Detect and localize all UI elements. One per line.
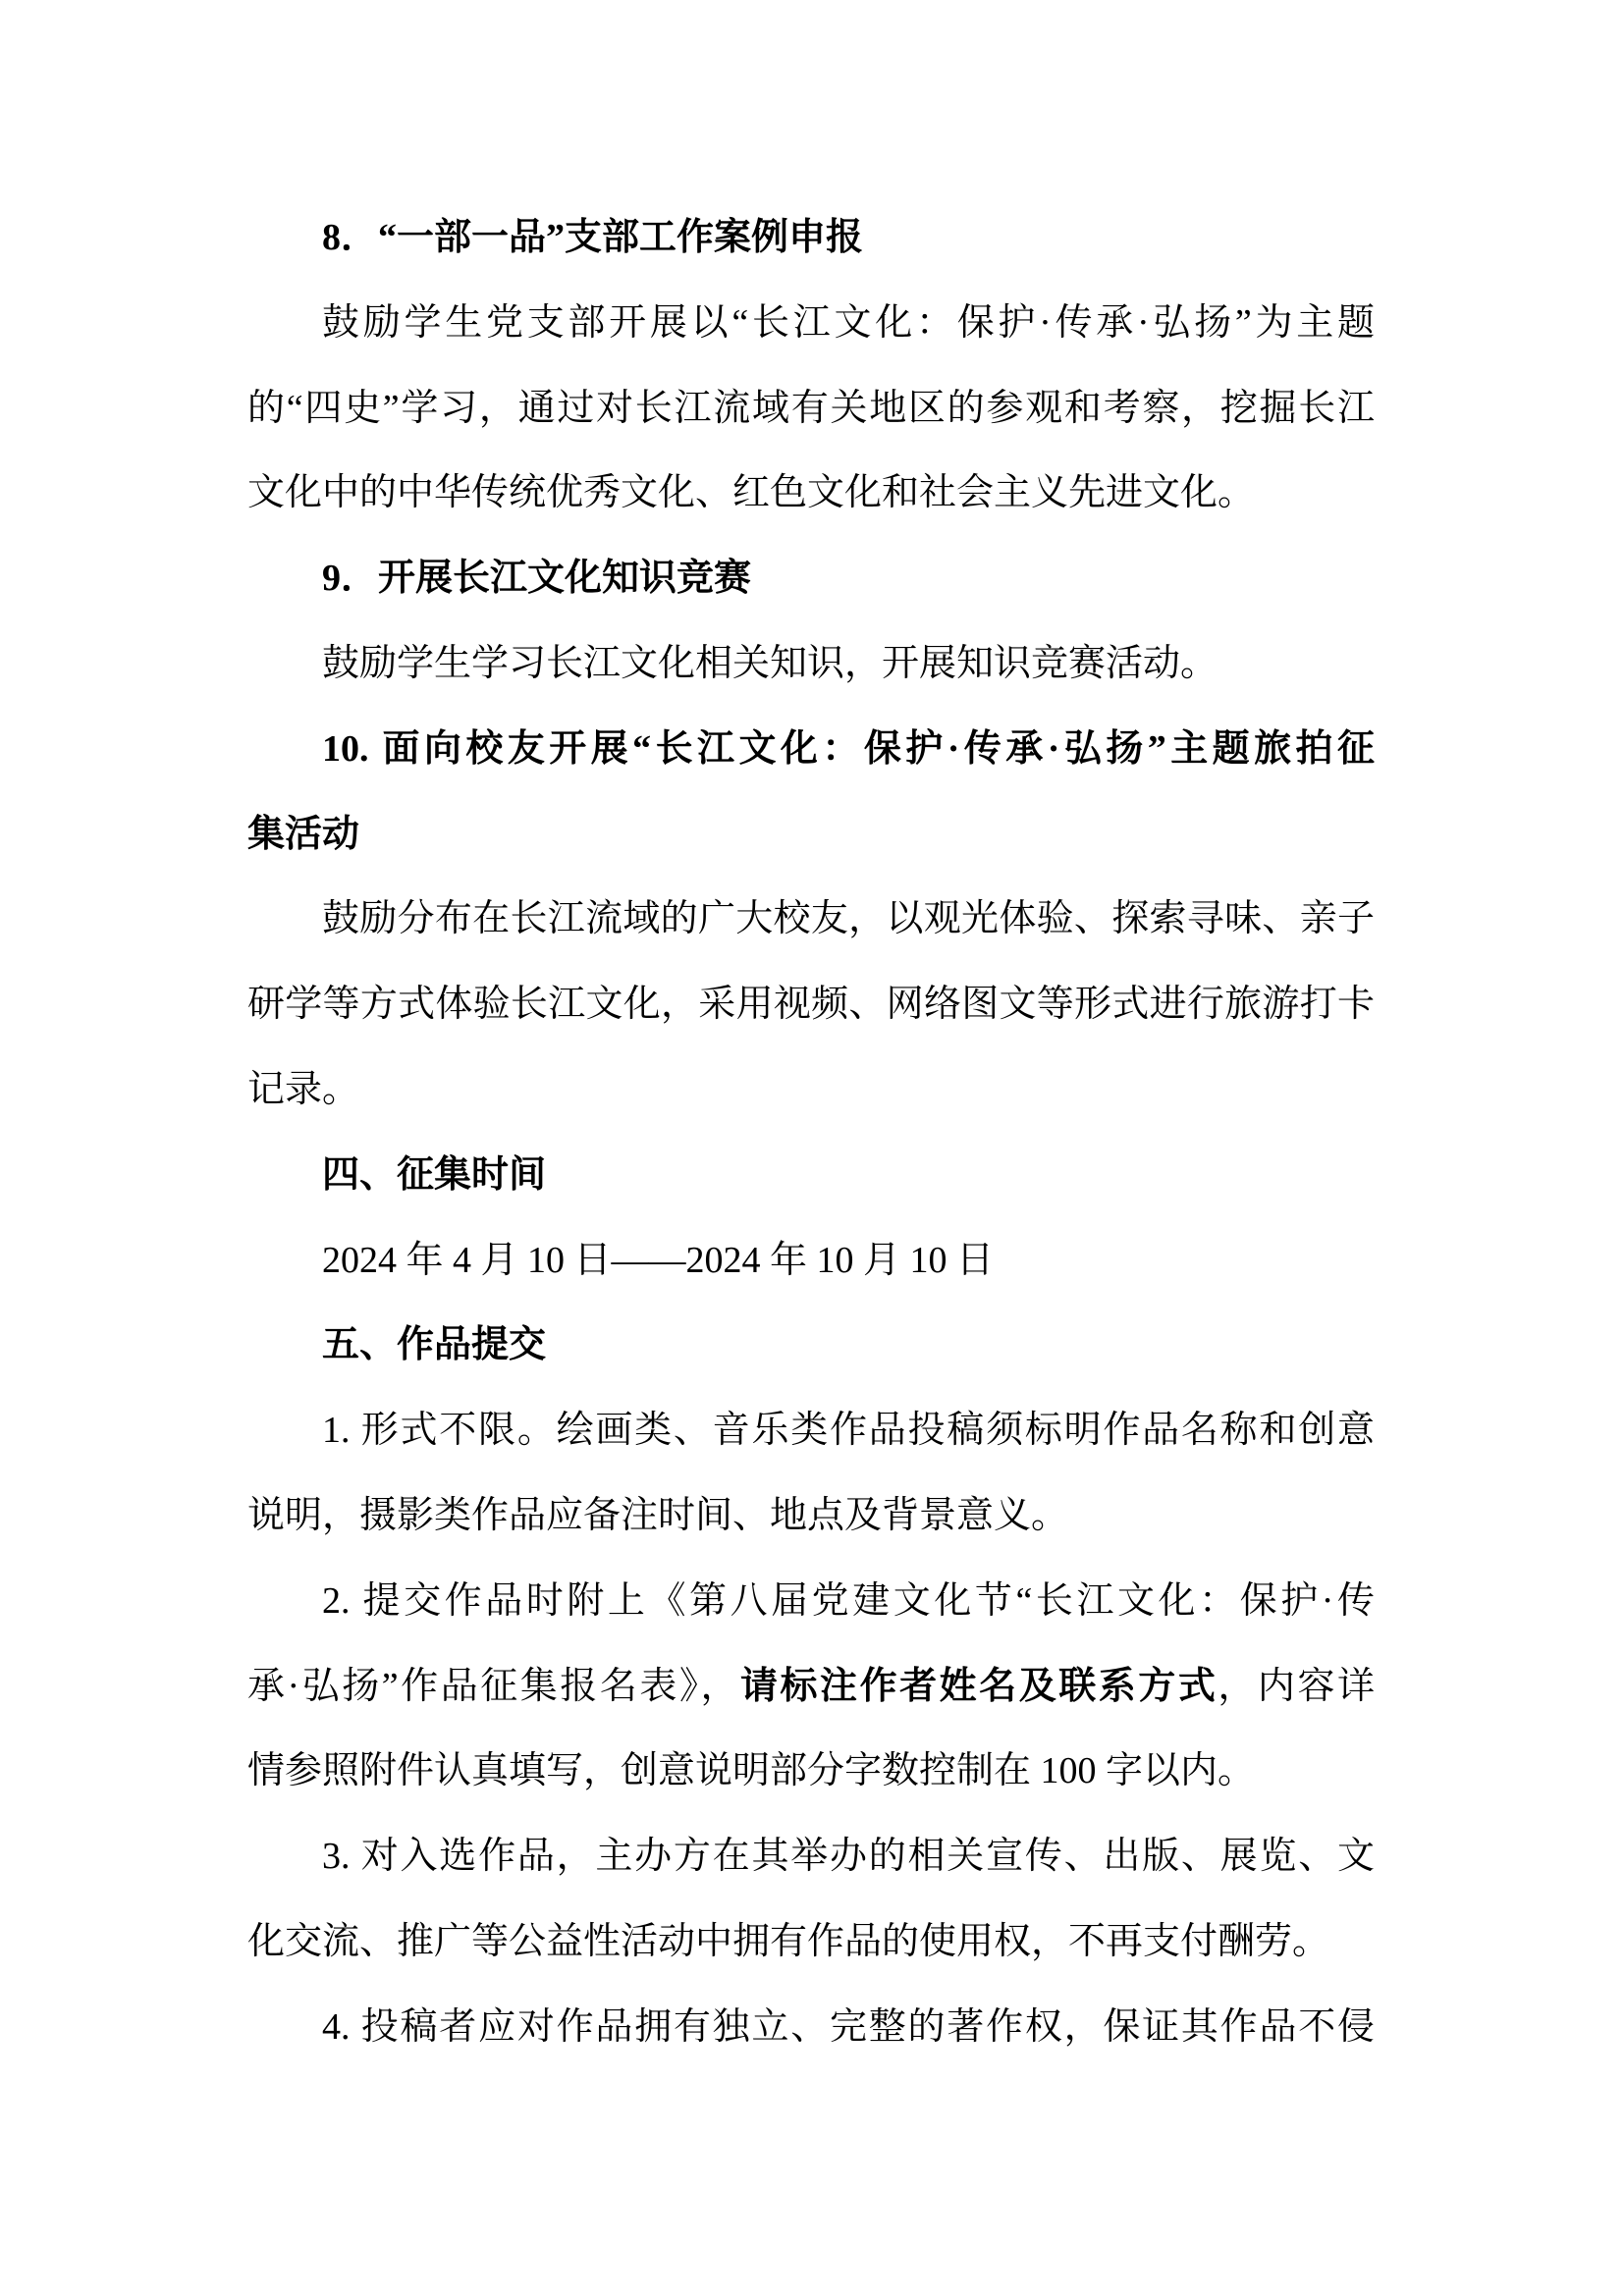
paragraph-line: 1. 形式不限。绘画类、音乐类作品投稿须标明作品名称和创意 (322, 1410, 1375, 1452)
paragraph-line: 4. 投稿者应对作品拥有独立、完整的著作权，保证其作品不侵 (322, 2005, 1375, 2048)
paragraph-line: 文化中的中华传统优秀文化、红色文化和社会主义先进文化。 (247, 472, 1256, 514)
paragraph-line: 化交流、推广等公益性活动中拥有作品的使用权，不再支付酬劳。 (247, 1920, 1330, 1962)
heading-section-5: 五、作品提交 (322, 1324, 547, 1366)
paragraph-line: 3. 对入选作品，主办方在其举办的相关宣传、出版、展览、文 (322, 1836, 1375, 1878)
heading-item-10-continued: 集活动 (247, 813, 360, 855)
heading-item-10: 10. 面向校友开展“长江文化：保护·传承·弘扬”主题旅拍征 (322, 727, 1375, 770)
paragraph-line: 承·弘扬”作品征集报名表》，请标注作者姓名及联系方式，内容详 (247, 1665, 1375, 1707)
document-body (247, 195, 1375, 2070)
heading-item-9: 9．开展长江文化知识竞赛 (322, 558, 752, 600)
heading-section-4: 四、征集时间 (322, 1153, 547, 1196)
paragraph-line: 说明，摄影类作品应备注时间、地点及背景意义。 (247, 1494, 1069, 1536)
heading-item-8: 8．“一部一品”支部工作案例申报 (322, 217, 864, 258)
paragraph-line: 的“四史”学习，通过对长江流域有关地区的参观和考察，挖掘长江 (247, 387, 1375, 429)
paragraph-line: 2. 提交作品时附上《第八届党建文化节“长江文化：保护·传 (322, 1579, 1375, 1622)
paragraph-line: 鼓励学生党支部开展以“长江文化：保护·传承·弘扬”为主题 (322, 301, 1375, 344)
paragraph-line: 鼓励分布在长江流域的广大校友，以观光体验、探索寻味、亲子 (322, 898, 1375, 940)
paragraph-line: 鼓励学生学习长江文化相关知识，开展知识竞赛活动。 (322, 642, 1218, 684)
paragraph-line: 记录。 (247, 1068, 360, 1110)
date-range: 2024 年 4 月 10 日——2024 年 10 月 10 日 (322, 1239, 995, 1281)
paragraph-line: 研学等方式体验长江文化，采用视频、网络图文等形式进行旅游打卡 (247, 984, 1375, 1026)
paragraph-line: 情参照附件认真填写，创意说明部分字数控制在 100 字以内。 (247, 1750, 1256, 1792)
